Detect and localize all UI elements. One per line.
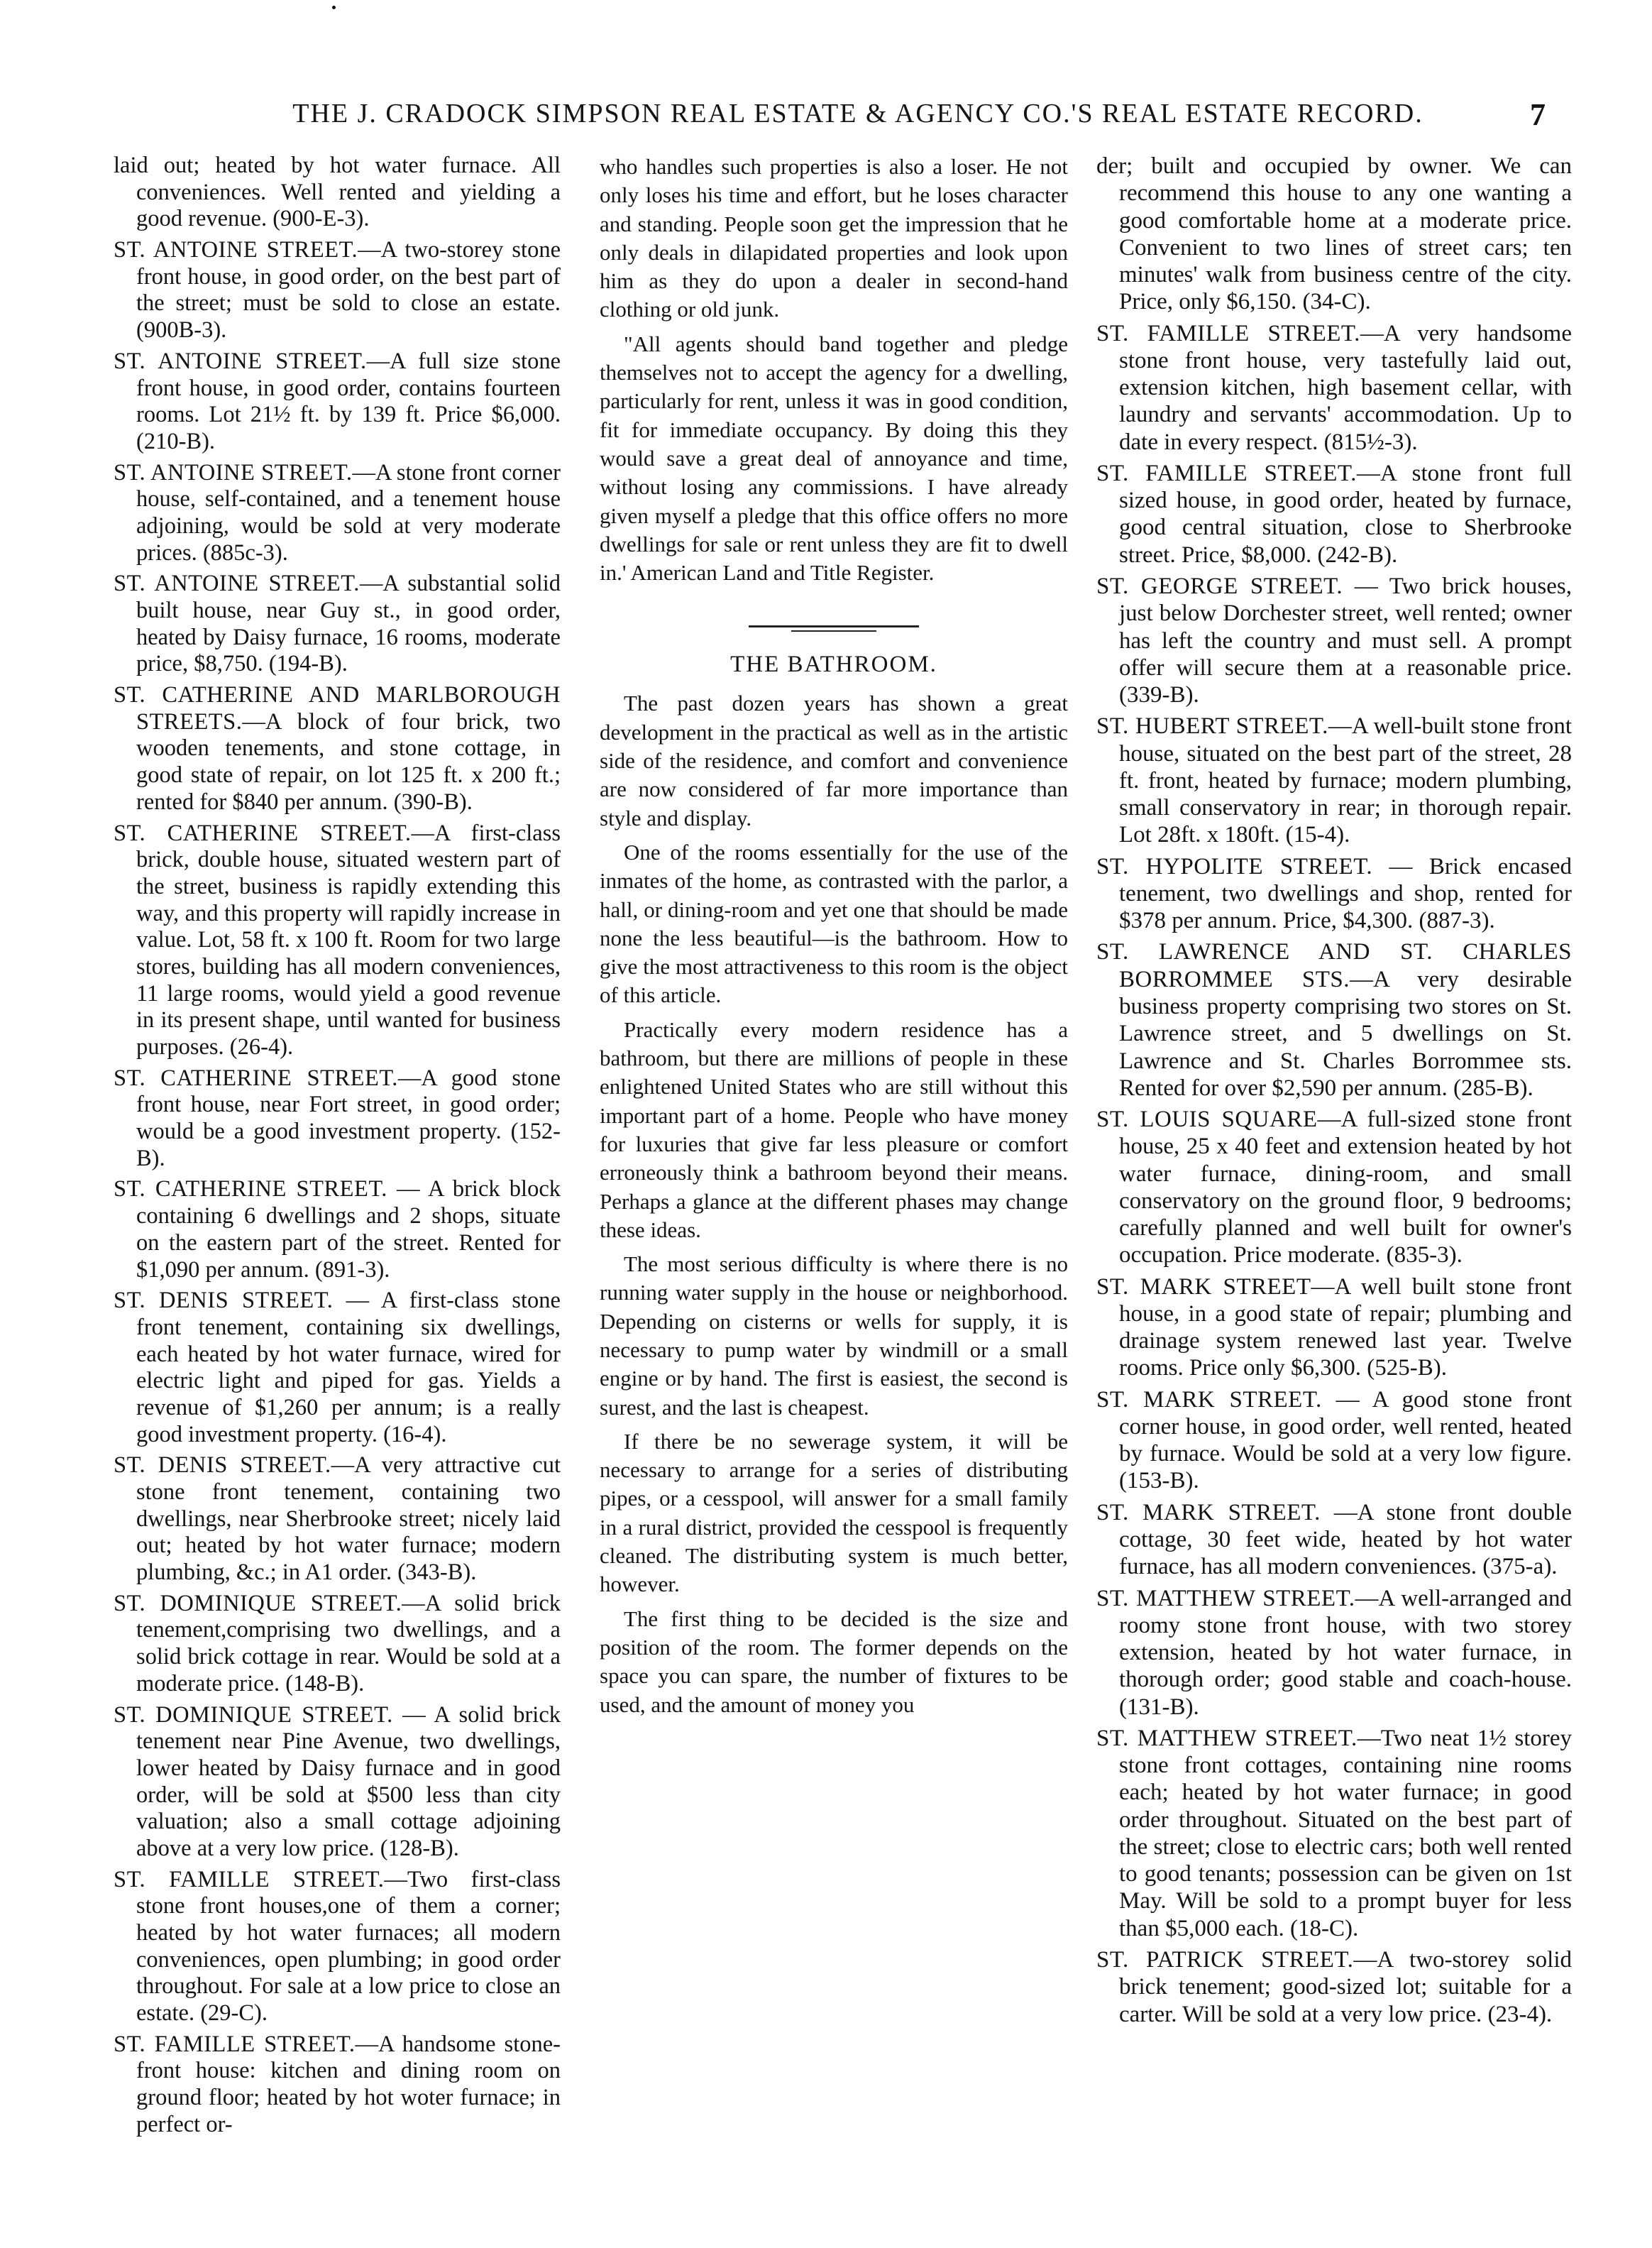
- listing-street-name: ST. MATTHEW STREET.: [1096, 1585, 1355, 1611]
- listing-entry: [114, 1452, 561, 1586]
- listing-entry: [1096, 153, 1572, 316]
- listing-description: —A stone front double cottage, 30 feet wide, heated by hot water furnace, has all modern conveniences. (375-a).: [1119, 1499, 1572, 1580]
- section-heading: THE BATHROOM.: [730, 652, 937, 678]
- listing-description: —A full-sized stone front house, 25 x 40 feet and extension heated by hot water furnace, dining-room, and small conservatory on the ground floor, 9 bedrooms; carefully planned and well built for owner's occupation. Price moderate. (835-3).: [1119, 1107, 1572, 1268]
- listing-street-name: ST. FAMILLE STREET.: [1096, 320, 1360, 346]
- article-paragraph: The most serious difficulty is where there is no running water supply in the house or neighborhood. Depending on cisterns or wells for supply, it is necessary to pump water by windmill or a small engine or by hand. The first is easiest, the second is surest, and the last is cheapest.: [600, 1251, 1068, 1420]
- running-title: THE J. CRADOCK SIMPSON REAL ESTATE & AGENCY CO.'S REAL ESTATE RECORD.: [292, 99, 1424, 128]
- listing-street-name: ST. PATRICK STREET.: [1096, 1947, 1354, 1973]
- listing-description: der; built and occupied by owner. We can recommend this house to any one wanting a good comfortable home at a moderate price. Convenient to two lines of street cars; ten minutes' walk from business centre of the city. Price, only $6,150. (34-C).: [1096, 153, 1572, 315]
- article-paragraph: "All agents should band together and pledge themselves not to accept the agency for a dwelling, particularly for rent, unless it was in good condition, fit for immediate occupancy. By doing this they would save a great deal of annoyance and time, without losing any commissions. I have already given myself a pledge that this office offers no more dwellings for sale or rent unless they are fit to dwell in.' American Land and Title Register.: [600, 331, 1068, 586]
- listing-entry: [1096, 320, 1572, 456]
- listing-description: — A brick block containing 6 dwellings and 2 shops, situate on the eastern part of the street. Rented for $1,090 per annum. (891-3).: [136, 1176, 561, 1283]
- listing-description: —A good stone front house, near Fort street, in good order; would be a good investment property. (152-B).: [136, 1065, 561, 1171]
- listing-description: — Brick encased tenement, two dwellings and shop, rented for $378 per annum. Price, $4,300. (887-3).: [1119, 853, 1572, 934]
- listing-street-name: ST. CATHERINE STREET.: [114, 1065, 398, 1091]
- listing-entry: [114, 682, 561, 816]
- listing-entry: [1096, 1946, 1572, 2028]
- listing-entry: [114, 2032, 561, 2139]
- listing-description: —A two-storey solid brick tenement; good-sized lot; suitable for a carter. Will be sold at a very low price. (23-4).: [1119, 1947, 1572, 2027]
- listing-description: —Two neat 1½ storey stone front cottages, containing nine rooms each; heated by hot water furnace; in good order throughout. Situated on the best part of the street; close to electric cars; both well rented to good tenants; possession can be given on 1st May. Will be sold to a prompt buyer for less than $5,000 each. (18-C).: [1119, 1725, 1572, 1941]
- right-column-listings: [1096, 153, 1572, 2205]
- listing-entry: [1096, 1585, 1572, 1721]
- article-paragraph: If there be no sewerage system, it will be necessary to arrange for a series of distributing pipes, or a cesspool, will answer for a small family in a rural district, provided the cesspool is frequently cleaned. The distributing system is much better, however.: [600, 1428, 1068, 1597]
- bathroom-article-body: [600, 689, 1068, 1718]
- listing-description: —A very handsome stone front house, very tastefully laid out, extension kitchen, high basement cellar, with laundry and servants' accommodation. Up to date in every respect. (815½-3).: [1119, 320, 1572, 455]
- listing-street-name: ST. DENIS STREET.: [114, 1452, 331, 1479]
- listing-description: —A block of four brick, two wooden tenements, and stone cottage, in good state of repair, on lot 125 ft. x 200 ft.; rented for $840 per annum. (390-B).: [136, 708, 561, 815]
- listing-entry: [1096, 713, 1572, 848]
- listing-description: —A handsome stone-front house: kitchen and dining room on ground floor; heated by hot woter furnace; in perfect or-: [136, 2031, 561, 2137]
- listing-street-name: ST. CATHERINE STREET.: [114, 820, 412, 846]
- listing-street-name: ST. FAMILLE STREET.: [114, 1866, 385, 1892]
- middle-column-article: [600, 153, 1068, 2205]
- listing-entry: [114, 460, 561, 567]
- article-continuation: [600, 153, 1068, 587]
- listing-entry: [1096, 1106, 1572, 1269]
- listing-description: —A very attractive cut stone front tenement, containing two dwellings, near Sherbrooke street; nicely laid out; heated by hot water furnace; modern plumbing, &c.; in A1 order. (343-B).: [136, 1452, 561, 1586]
- listing-description: —A well built stone front house, in a good state of repair; plumbing and drainage system renewed last year. Twelve rooms. Price only $6,300. (525-B).: [1119, 1273, 1572, 1381]
- listing-description: —A substantial solid built house, near Guy st., in good order, heated by Daisy furnace, 16 rooms, moderate price, $8,750. (194-B).: [136, 571, 561, 677]
- listing-entry: [1096, 1499, 1572, 1581]
- article-paragraph: The first thing to be decided is the size and position of the room. The former depends on the space you can spare, the number of fixtures to be used, and the amount of money you: [600, 1606, 1068, 1717]
- listing-entry: [114, 153, 561, 233]
- listing-entry: [114, 1288, 561, 1448]
- listing-description: —A very desirable business property comprising two stores on St. Lawrence street, and 5 dwellings on St. Lawrence and St. Charles Borrommee sts. Rented for over $2,590 per annum. (285-B).: [1119, 966, 1572, 1101]
- listing-street-name: ST. DENIS STREET.: [114, 1288, 334, 1314]
- listing-description: —A stone front full sized house, in good order, heated by furnace, good central situation, close to Sherbrooke street. Price, $8,000. (242-B).: [1119, 460, 1572, 568]
- listing-entry: [1096, 938, 1572, 1102]
- listing-entry: [114, 821, 561, 1061]
- left-column-listings: [114, 153, 561, 2205]
- listing-street-name: ST. DOMINIQUE STREET.: [114, 1590, 402, 1616]
- listing-street-name: ST. MARK STREET.: [1096, 1499, 1321, 1525]
- listing-street-name: ST. LAWRENCE AND ST. CHARLES BORROMMEE STS.: [1096, 939, 1572, 992]
- article-paragraph: Practically every modern residence has a bathroom, but there are millions of people in these enlightened United States who are still without this important part of a home. People who have money for luxuries that give far less pleasure or comfort erroneously think a bathroom beyond their means. Perhaps a glance at the different phases may change these ideas.: [600, 1016, 1068, 1242]
- article-paragraph: The past dozen years has shown a great development in the practical as well as in the artistic side of the residence, and comfort and convenience are now considered of far more importance than style and display.: [600, 691, 1068, 830]
- stray-ink-dot: [332, 6, 336, 9]
- listing-description: —A two-storey stone front house, in good order, on the best part of the street; must be sold to close an estate. (900B-3).: [136, 237, 561, 344]
- listing-description: —A first-class brick, double house, situated western part of the street, business is rapidly extending this way, and this property will rapidly increase in value. Lot, 58 ft. x 100 ft. Room for two large stores, building has all modern conveniences, 11 large rooms, would yield a good revenue in its present shape, until wanted for business purposes. (26-4).: [136, 820, 561, 1060]
- listing-entry: [1096, 1273, 1572, 1382]
- section-divider: [749, 625, 919, 627]
- listing-street-name: ST. CATHERINE STREET.: [114, 1176, 387, 1202]
- listing-description: —A full size stone front house, in good order, contains fourteen rooms. Lot 21½ ft. by 139 ft. Price $6,000. (210-B).: [136, 348, 561, 454]
- article-paragraph: who handles such properties is also a loser. He not only loses his time and effort, but he loses character and standing. People soon get the impression that he only deals in dilapidated properties and look upon him as they do upon a dealer in second-hand clothing or old junk.: [600, 154, 1068, 322]
- page-header: [106, 98, 1546, 141]
- listing-entry: [114, 237, 561, 344]
- listing-street-name: ST. FAMILLE STREET.: [114, 2031, 356, 2057]
- listing-description: — A good stone front corner house, in good order, well rented, heated by furnace. Would be sold at a very low figure. (153-B).: [1119, 1386, 1572, 1494]
- listing-entry: [114, 1591, 561, 1698]
- listing-description: —A stone front corner house, self-contained, and a tenement house adjoining, would be sold at very moderate prices. (885c-3).: [136, 459, 561, 566]
- listing-entry: [114, 1867, 561, 2027]
- listing-entry: [114, 349, 561, 456]
- listing-entry: [1096, 853, 1572, 935]
- listing-entry: [114, 571, 561, 678]
- listing-street-name: ST. ANTOINE STREET.: [114, 348, 367, 374]
- page-number: 7: [1530, 97, 1546, 132]
- article-paragraph: One of the rooms essentially for the use of the inmates of the home, as contrasted with the parlor, a hall, or dining-room and yet one that should be made none the less beautiful—is the bathroom. How to give the most attractiveness to this room is the object of this article.: [600, 839, 1068, 1008]
- listing-street-name: ST. LOUIS SQUARE: [1096, 1107, 1318, 1133]
- listing-description: — A first-class stone front tenement, containing six dwellings, each heated by hot water furnace, wired for electric light and piped for gas. Yields a revenue of $1,260 per annum; is a really good investment property. (16-4).: [136, 1288, 561, 1447]
- listing-description: laid out; heated by hot water furnace. All conveniences. Well rented and yielding a good revenue. (900-E-3).: [114, 153, 561, 232]
- listing-description: — A solid brick tenement near Pine Avenue, two dwellings, lower heated by Daisy furnace and in good order, will be sold at $500 less than city valuation; also a small cottage adjoining above at a very low price. (128-B).: [136, 1701, 561, 1861]
- listing-description: — Two brick houses, just below Dorchester street, well rented; owner has left the country and must sell. A prompt offer will secure them at a reasonable price. (339-B).: [1119, 573, 1572, 708]
- listing-street-name: ST. ANTOINE STREET.: [114, 237, 358, 263]
- listing-description: —A well-arranged and roomy stone front house, with two storey extension, heated by hot water furnace, in thorough order; good stable and coach-house. (131-B).: [1119, 1585, 1572, 1720]
- listing-entry: [114, 1065, 561, 1173]
- listing-street-name: ST. FAMILLE STREET.: [1096, 460, 1357, 486]
- listing-street-name: ST. MARK STREET.: [1096, 1386, 1322, 1413]
- listing-street-name: ST. MATTHEW STREET.: [1096, 1725, 1358, 1751]
- listing-description: —A well-built stone front house, situated on the best part of the street, 28 ft. front, heated by furnace; modern plumbing, small conservatory in rear; in thorough repair. Lot 28ft. x 180ft. (15-4).: [1119, 713, 1572, 848]
- listing-description: —Two first-class stone front houses,one of them a corner; heated by hot water furnaces; all modern conveniences, open plumbing; in good order throughout. For sale at a low price to close an estate. (29-C).: [136, 1866, 561, 2027]
- listing-street-name: ST. HUBERT STREET.: [1096, 713, 1328, 740]
- listing-street-name: ST. MARK STREET: [1096, 1273, 1311, 1300]
- listing-entry: [1096, 1386, 1572, 1495]
- listing-street-name: ST. DOMINIQUE STREET.: [114, 1701, 393, 1728]
- listing-street-name: ST. GEORGE STREET.: [1096, 573, 1343, 599]
- listing-street-name: ST. ANTOINE STREET.: [114, 459, 353, 486]
- listing-entry: [1096, 460, 1572, 569]
- listing-entry: [1096, 1725, 1572, 1942]
- listing-entry: [1096, 573, 1572, 708]
- listing-street-name: ST. CATHERINE AND MARLBOROUGH STREETS.: [114, 682, 561, 735]
- listing-street-name: ST. HYPOLITE STREET.: [1096, 853, 1373, 879]
- listing-entry: [114, 1702, 561, 1863]
- listing-description: —A solid brick tenement,comprising two dwellings, and a solid brick cottage in rear. Would be sold at a moderate price. (148-B).: [136, 1590, 561, 1696]
- listing-entry: [114, 1176, 561, 1283]
- listing-street-name: ST. ANTOINE STREET.: [114, 571, 360, 597]
